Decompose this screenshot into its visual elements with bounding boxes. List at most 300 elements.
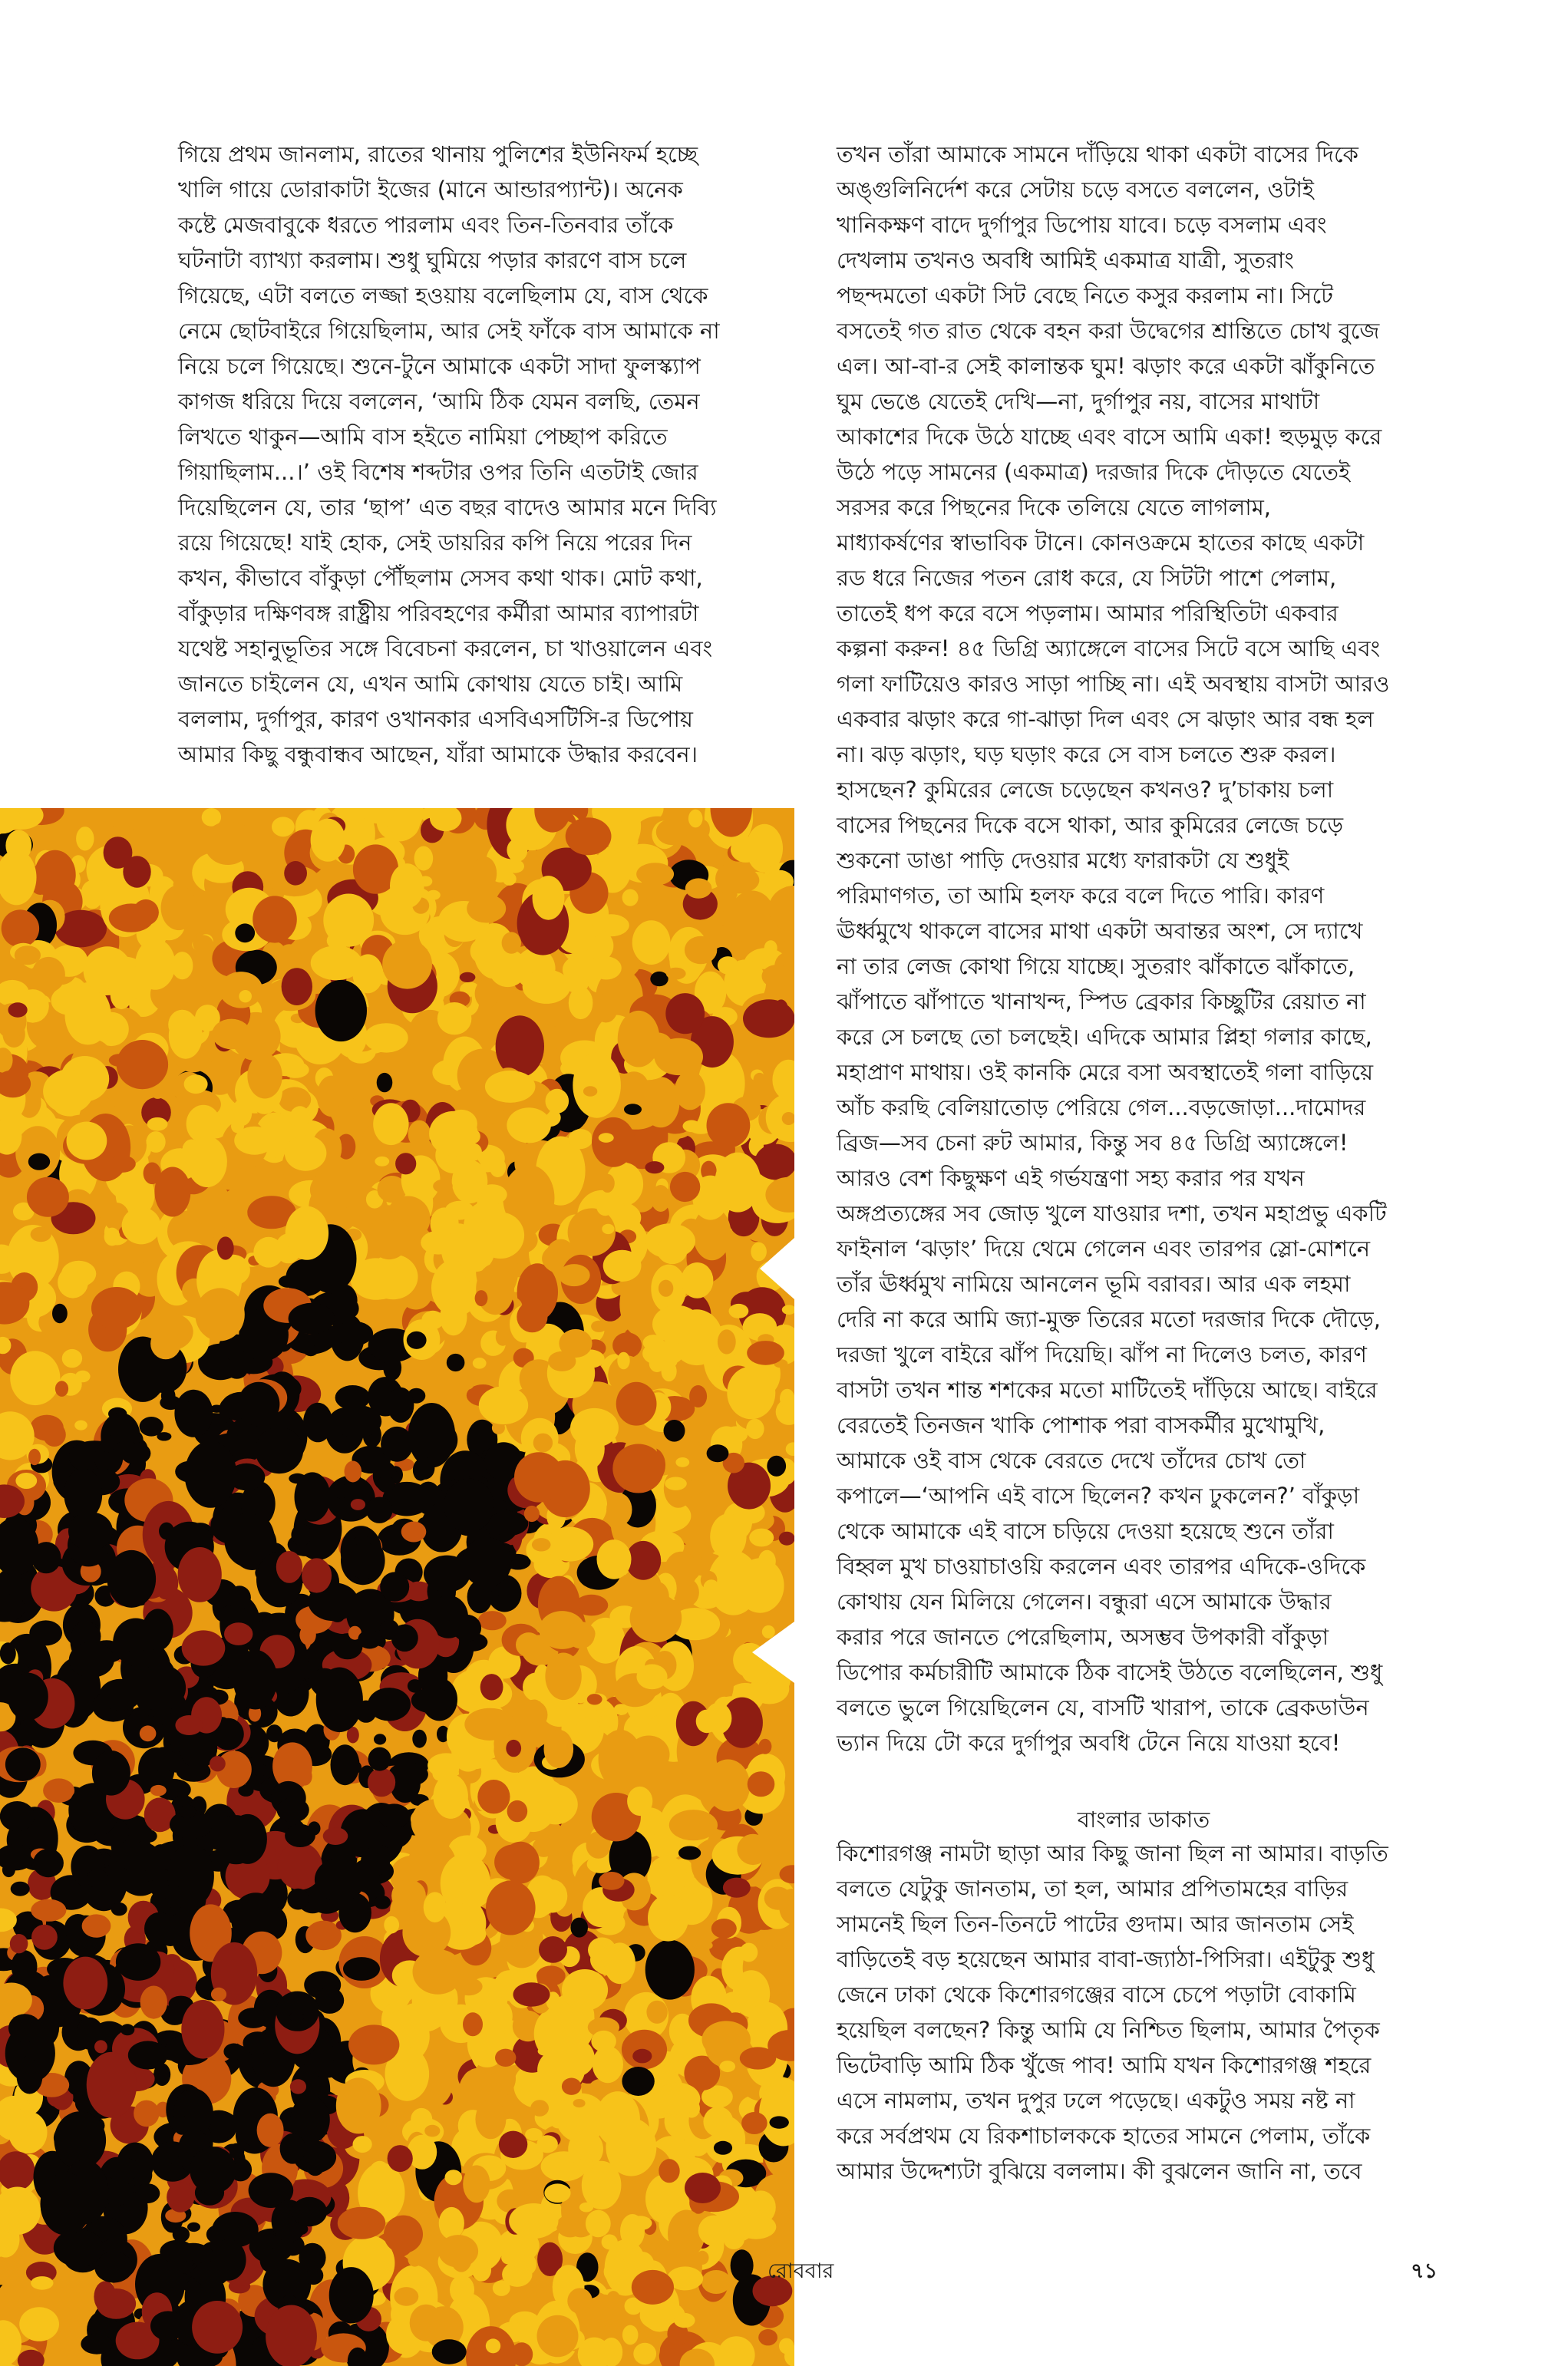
- paint-blot: [97, 2288, 137, 2319]
- paint-blot: [720, 2061, 735, 2072]
- paint-blot: [427, 890, 441, 900]
- text-line: সামনেই ছিল তিন-তিনটে পাটের গুদাম। আর জানতাম সেই: [837, 1911, 1354, 1937]
- paint-blot: [182, 1630, 226, 1665]
- paint-blot: [162, 2163, 176, 2180]
- text-line: তখন তাঁরা আমাকে সামনে দাঁড়িয়ে থাকা একটা বাসের দিকে: [837, 141, 1358, 167]
- paint-blot: [52, 1304, 68, 1323]
- paint-blot: [111, 1902, 127, 1916]
- text-line: কষ্টে মেজবাবুকে ধরতে পারলাম এবং তিন-তিনবার তাঁকে: [178, 212, 674, 238]
- paint-blot: [257, 2114, 284, 2147]
- paint-blot: [210, 1405, 223, 1413]
- paint-blot: [548, 1351, 576, 1371]
- paint-blot: [407, 1331, 427, 1349]
- paint-blot: [289, 2011, 304, 2021]
- paint-blot: [247, 1054, 282, 1099]
- paint-blot: [10, 1351, 60, 1405]
- text-line: পরিমাণগত, তা আমি হলফ করে বলে দিতে পারি। কারণ: [837, 883, 1325, 909]
- paint-blot: [496, 1015, 544, 1077]
- right-column: [837, 137, 1451, 1760]
- paint-blot: [81, 2334, 112, 2354]
- paint-blot: [5, 1747, 41, 1781]
- paint-blot: [361, 1846, 390, 1876]
- paint-blot: [622, 889, 639, 906]
- paint-blot: [128, 2041, 168, 2069]
- paint-blot: [475, 2100, 506, 2139]
- paint-blot: [558, 1264, 589, 1286]
- text-line: গিয়েছে, এটা বলতে লজ্জা হওয়ায় বলেছিলাম যে, বাস থেকে: [178, 282, 708, 309]
- paint-blot: [698, 2216, 730, 2246]
- paint-blot: [675, 1071, 705, 1110]
- paint-blot: [486, 1881, 536, 1935]
- paint-blot: [706, 1760, 750, 1812]
- paint-blot: [290, 1106, 310, 1127]
- paint-blot: [144, 1912, 174, 1945]
- paint-blot: [175, 1715, 203, 1735]
- paint-blot: [558, 2100, 571, 2110]
- paint-blot: [43, 1778, 74, 1803]
- paint-blot: [67, 1122, 107, 1160]
- paint-blot: [63, 1957, 107, 2010]
- paint-blot: [520, 2254, 536, 2275]
- paint-blot: [718, 956, 738, 975]
- paint-blot: [502, 1842, 540, 1884]
- paint-blot: [181, 2000, 224, 2059]
- paint-blot: [184, 1074, 208, 1094]
- paint-blot: [391, 1879, 426, 1912]
- paint-blot: [421, 1231, 456, 1255]
- paint-blot: [463, 2012, 483, 2036]
- paint-blot: [533, 1434, 553, 1453]
- paint-blot: [116, 1943, 160, 1981]
- paint-blot: [395, 1153, 416, 1174]
- paint-blot: [348, 2024, 399, 2064]
- paint-blot: [622, 2325, 639, 2345]
- paint-blot: [35, 850, 76, 900]
- paint-blot: [143, 1609, 173, 1650]
- text-line: ভিটেবাড়ি আমি ঠিক খুঁজে পাব! আমি যখন কিশোরগঞ্জ শহরে: [837, 2052, 1372, 2078]
- paint-blot: [472, 856, 497, 890]
- paint-blot: [408, 2252, 422, 2267]
- paint-blot: [437, 1002, 472, 1035]
- paint-blot: [82, 879, 110, 901]
- text-line: বেরতেই তিনজন খাকি পোশাক পরা বাসকর্মীর মুখোমুখি,: [837, 1412, 1325, 1438]
- paint-blot: [27, 1177, 69, 1217]
- paint-blot: [391, 1625, 418, 1652]
- paint-blot: [480, 1674, 503, 1700]
- paint-blot: [15, 1473, 37, 1489]
- paint-blot: [358, 1630, 381, 1649]
- paint-blot: [150, 1785, 167, 1796]
- paint-blot: [764, 940, 777, 955]
- paint-blot: [665, 1477, 687, 1490]
- paint-blot: [364, 1023, 408, 1052]
- text-line: কোথায় যেন মিলিয়ে গেলেন। বন্ধুরা এসে আমাকে উদ্ধার: [837, 1589, 1332, 1615]
- paint-blot: [620, 2214, 645, 2248]
- paint-blot: [51, 986, 87, 1015]
- paint-blot: [569, 987, 593, 1020]
- paint-blot: [496, 1945, 513, 1956]
- text-line: দেরি না করে আমি জ্যা-মুক্ত তিরের মতো দরজার দিকে দৌড়ে,: [837, 1306, 1381, 1332]
- paint-blot: [758, 1550, 776, 1572]
- paint-blot: [196, 1813, 214, 1827]
- paint-blot: [210, 1756, 226, 1771]
- text-line: অঙ্গুলিনির্দেশ করে সেটায় চড়ে বসতে বললেন, ওটাই: [837, 177, 1314, 203]
- paint-blot: [424, 1556, 470, 1592]
- text-line: মাধ্যাকর্ষণের স্বাভাবিক টানে। কোনওক্রমে হাতের কাছে একটা: [837, 530, 1365, 556]
- paint-blot: [15, 1126, 60, 1179]
- paint-blot: [212, 1019, 250, 1050]
- paint-blot: [779, 2338, 794, 2354]
- text-line: ফাইনাল ‘ঝড়াং’ দিয়ে থেমে গেলেন এবং তারপর স্লো-মোশনে: [837, 1236, 1371, 1262]
- paint-blot: [647, 1343, 667, 1356]
- paint-blot: [283, 2295, 296, 2305]
- text-line: কখন, কীভাবে বাঁকুড়া পৌঁছলাম সেসব কথা থাক। মোট কথা,: [178, 565, 703, 591]
- text-line: আমাকে ওই বাস থেকে বেরতে দেখে তাঁদের চোখ তো: [837, 1447, 1306, 1473]
- paint-blot: [659, 2159, 679, 2183]
- paint-blot: [256, 1621, 269, 1630]
- paint-blot: [647, 1856, 687, 1896]
- paint-blot: [617, 1352, 629, 1370]
- text-line: ঝাঁপাতে ঝাঁপাতে খানাখন্দ, স্পিড ব্রেকার কিচ্ছুটির রেয়াত না: [837, 988, 1366, 1015]
- paint-blot: [285, 1135, 327, 1170]
- paint-blot: [343, 1957, 380, 1981]
- paint-blot: [762, 965, 792, 988]
- text-line: তাঁর ঊর্ধ্বমুখ নামিয়ে আনলেন ভূমি বরাবর। আর এক লহমা: [837, 1271, 1351, 1297]
- text-line: খালি গায়ে ডোরাকাটা ইজের (মানে আন্ডারপ্যান্ট)। অনেক: [178, 177, 683, 203]
- paint-blot: [475, 1290, 488, 1306]
- paint-blot: [591, 956, 622, 979]
- paint-blot: [353, 2136, 372, 2153]
- paint-blot: [464, 1708, 515, 1741]
- text-line: বাসটা তখন শান্ত শশকের মতো মাটিতেই দাঁড়িয়ে আছে। বাইরে: [837, 1377, 1378, 1403]
- paint-blot: [378, 1803, 411, 1828]
- paint-blot: [599, 1872, 624, 1890]
- paint-blot: [338, 2207, 385, 2239]
- paint-blot: [381, 1210, 394, 1224]
- paint-blot: [19, 2307, 59, 2341]
- paint-blot: [101, 1435, 115, 1453]
- paint-blot: [160, 2240, 194, 2263]
- paint-blot: [502, 932, 521, 953]
- paint-blot: [506, 1740, 521, 1757]
- paint-blot: [327, 899, 349, 919]
- text-line: কল্পনা করুন! ৪৫ ডিগ্রি অ্যাঙ্গেলে বাসের সিটে বসে আছি এবং: [837, 635, 1381, 662]
- paint-blot: [729, 1304, 749, 1318]
- paint-blot: [380, 1572, 409, 1601]
- paint-blot: [378, 1476, 394, 1493]
- paint-blot: [525, 2128, 543, 2141]
- paint-blot: [187, 1137, 227, 1187]
- paint-blot: [424, 1892, 447, 1922]
- paint-blot: [432, 2339, 467, 2364]
- paint-blot: [604, 1942, 635, 1984]
- paint-blot: [377, 1073, 393, 1092]
- paint-blot: [312, 2059, 341, 2078]
- paint-blot: [597, 1539, 632, 1579]
- paint-blot: [579, 2203, 593, 2213]
- paint-blot: [223, 2044, 243, 2061]
- paint-blot: [748, 1771, 775, 1797]
- paint-blot: [632, 920, 671, 965]
- paint-blot: [599, 1133, 614, 1143]
- paint-blot: [727, 1367, 775, 1420]
- paint-blot: [217, 1236, 234, 1259]
- paint-blot: [545, 1653, 581, 1701]
- paint-blot: [166, 1886, 187, 1909]
- paint-blot: [645, 1940, 695, 2000]
- paint-blot: [506, 860, 524, 873]
- text-line: দরজা খুলে বাইরে ঝাঁপ দিয়েছি। ঝাঁপ না দিলেও চলত, কারণ: [837, 1341, 1367, 1368]
- paint-blot: [434, 1774, 468, 1819]
- paint-blot: [295, 1472, 331, 1521]
- paint-blot: [159, 1523, 174, 1540]
- paint-blot: [538, 2047, 552, 2055]
- paint-blot: [496, 1328, 510, 1345]
- paint-blot: [530, 2100, 549, 2117]
- text-line: করে সে চলছে তো চলছেই। এদিকে আমার প্লিহা গলার কাছে,: [837, 1024, 1372, 1050]
- paint-blot: [495, 2049, 516, 2067]
- paint-blot: [477, 1184, 507, 1204]
- text-line: গিয়াছিলাম...।’ ওই বিশেষ শব্দটার ওপর তিনি এতটাই জোর: [178, 459, 698, 485]
- paint-blot: [636, 1665, 667, 1690]
- paint-blot: [140, 1725, 157, 1741]
- text-line: কাগজ ধরিয়ে দিয়ে বললেন, ‘আমি ঠিক যেমন বলছি, তেমন: [178, 388, 700, 414]
- magazine-name: রোববার: [767, 2259, 834, 2283]
- paint-blot: [619, 820, 632, 837]
- paint-blot: [685, 878, 712, 898]
- paint-blot: [624, 1104, 642, 1115]
- paint-blot: [315, 1858, 365, 1902]
- paint-blot: [373, 1103, 408, 1145]
- text-line: ডিপোর কর্মচারীটি আমাকে ঠিক বাসেই উঠতে বলেছিলেন, শুধু: [837, 1659, 1383, 1685]
- paint-blot: [408, 1120, 431, 1148]
- paint-blot: [424, 2125, 440, 2137]
- text-line: ভ্যান দিয়ে টো করে দুর্গাপুর অবধি টেনে নিয়ে যাওয়া হবে!: [837, 1730, 1341, 1756]
- paint-blot: [292, 2197, 327, 2226]
- paint-blot: [297, 900, 311, 909]
- text-line: নিয়ে চলে গিয়েছে। শুনে-টুনে আমাকে একটা সাদা ফুলস্ক্যাপ: [178, 353, 701, 379]
- text-line: পছন্দমতো একটা সিট বেছে নিতে কসুর করলাম না। সিটে: [837, 282, 1333, 309]
- text-line: খানিকক্ষণ বাদে দুর্গাপুর ডিপোয় যাবে। চড়ে বসলাম এবং: [837, 212, 1327, 238]
- paint-blot: [754, 1073, 766, 1087]
- paint-blot: [223, 1338, 244, 1360]
- paint-blot: [76, 827, 94, 850]
- paint-blot: [664, 1420, 685, 1442]
- paint-blot: [711, 1919, 737, 1939]
- paint-blot: [214, 1815, 258, 1864]
- paint-blot: [229, 2143, 245, 2160]
- paint-blot: [764, 1887, 791, 1910]
- paint-blot: [635, 1314, 649, 1324]
- paint-blot: [239, 990, 252, 1002]
- paint-blot: [579, 2156, 594, 2173]
- paint-blot: [123, 856, 150, 887]
- paint-blot: [570, 1408, 619, 1447]
- paint-blot: [28, 1449, 41, 1465]
- paint-blot: [731, 1475, 749, 1490]
- paint-blot: [204, 822, 251, 865]
- paint-blot: [570, 1918, 588, 1938]
- section-heading: বাংলার ডাকাত: [1077, 1807, 1210, 1833]
- paint-blot: [11, 1882, 30, 1896]
- paint-blot: [696, 1710, 718, 1734]
- text-line: সরসর করে পিছনের দিকে তলিয়ে যেতে লাগলাম,: [837, 494, 1272, 520]
- paint-blot: [291, 1524, 312, 1546]
- text-line: রয়ে গিয়েছে! যাই হোক, সেই ডায়রির কপি নিয়ে পরের দিন: [178, 530, 692, 556]
- paint-blot: [444, 1479, 494, 1533]
- paint-blot: [94, 2040, 107, 2053]
- paint-blot: [122, 1207, 161, 1244]
- paint-blot: [229, 1170, 250, 1191]
- paint-blot: [594, 994, 618, 1023]
- paint-blot: [173, 2226, 190, 2242]
- paint-blot: [770, 2116, 789, 2128]
- paint-blot: [86, 1869, 108, 1888]
- paint-blot: [302, 1558, 332, 1592]
- text-line: না। ঝড় ঝড়াং, ঘড় ঘড়াং করে সে বাস চলতে শুরু করল।: [837, 741, 1336, 767]
- paint-blot: [533, 876, 565, 920]
- paint-blot: [490, 2001, 513, 2031]
- text-line: শুকনো ডাঙা পাড়ি দেওয়ার মধ্যে ফারাকটা যে শুধুই: [837, 847, 1289, 873]
- paint-blot: [488, 1511, 528, 1536]
- paint-blot: [330, 1284, 358, 1316]
- paint-blot: [8, 1578, 28, 1602]
- paint-blot: [562, 2078, 581, 2095]
- text-line: আমার কিছু বন্ধুবান্ধব আছেন, যাঁরা আমাকে উদ্ধার করবেন।: [178, 741, 698, 767]
- paint-blot: [32, 957, 65, 992]
- paint-blot: [614, 1704, 629, 1715]
- paint-blot: [311, 819, 345, 862]
- paint-blot: [463, 2165, 490, 2203]
- paint-blot: [316, 1668, 363, 1733]
- paint-blot: [460, 972, 476, 982]
- paint-blot: [125, 1649, 149, 1667]
- paint-blot: [602, 2234, 618, 2249]
- paint-blot: [185, 1440, 237, 1507]
- text-line: অঙ্গপ্রত্যঙ্গের সব জোড় খুলে যাওয়ার দশা, তখন মহাপ্রভু একটি: [837, 1200, 1387, 1226]
- paint-blot: [602, 1224, 614, 1234]
- paint-blot: [457, 1879, 490, 1907]
- paint-blot: [737, 1834, 768, 1865]
- paint-blot: [646, 1582, 669, 1612]
- paint-blot: [29, 1620, 62, 1645]
- paint-blot: [117, 1040, 168, 1089]
- paint-blot: [10, 1934, 28, 1953]
- paint-blot: [107, 1550, 157, 1608]
- paint-blot: [683, 1120, 701, 1133]
- paint-blot: [331, 1744, 360, 1785]
- paint-blot: [358, 1813, 373, 1825]
- paint-blot: [710, 1513, 746, 1559]
- paint-blot: [347, 1543, 381, 1579]
- paint-blot: [375, 1157, 389, 1167]
- text-line: বলতে যেটুকু জানতাম, তা হল, আমার প্রপিতামহের বাড়ির: [837, 1876, 1348, 1902]
- paint-blot: [193, 935, 213, 952]
- paint-blot: [666, 968, 686, 980]
- paint-blot: [600, 2338, 622, 2366]
- paint-blot: [600, 1174, 615, 1193]
- paint-blot: [746, 1419, 764, 1439]
- paint-blot: [751, 1242, 767, 1262]
- text-line: কপালে—‘আপনি এই বাসে ছিলেন? কখন ঢুকলেন?’ বাঁকুড়া: [837, 1483, 1360, 1509]
- paint-blot: [414, 846, 434, 871]
- paint-blot: [388, 2145, 413, 2172]
- text-line: আরও বেশ কিছুক্ষণ এই গর্ভযন্ত্রণা সহ্য করার পর যখন: [837, 1165, 1305, 1191]
- paint-blot: [675, 1457, 689, 1467]
- paint-blot: [762, 1625, 775, 1638]
- paint-blot: [740, 1943, 758, 1962]
- text-line: তাতেই ধপ করে বসে পড়লাম। আমার পরিস্থিতিটা একবার: [837, 600, 1339, 626]
- paint-blot: [731, 2249, 754, 2281]
- text-line: হয়েছিল বলছেন? কিন্তু আমি যে নিশ্চিত ছিলাম, আমার পৈতৃক: [837, 2017, 1380, 2043]
- paint-blot: [587, 1694, 602, 1704]
- paint-blot: [2, 909, 39, 947]
- paint-blot: [64, 1468, 102, 1520]
- paint-blot: [411, 1688, 453, 1713]
- paint-blot: [536, 1965, 566, 1985]
- text-line: থেকে আমাকে এই বাসে চড়িয়ে দেওয়া হয়েছে শুনে তাঁরা: [837, 1518, 1334, 1544]
- paint-blot: [455, 1089, 470, 1102]
- paint-blot: [253, 896, 297, 942]
- paint-blot: [678, 1846, 701, 1860]
- text-line: একবার ঝড়াং করে গা-ঝাড়া দিল এবং সে ঝড়াং আর বন্ধ হল: [837, 706, 1374, 732]
- paint-blot: [485, 1071, 536, 1103]
- paint-blot: [659, 1280, 673, 1297]
- paint-blot: [513, 1982, 550, 2006]
- paint-blot: [211, 1988, 226, 2001]
- paint-blot: [779, 1532, 794, 1546]
- paint-blot: [641, 876, 662, 900]
- paint-blot: [87, 2052, 137, 2118]
- text-line: ব্রিজ—সব চেনা রুট আমার, কিন্তু সব ৪৫ ডিগ্রি অ্যাঙ্গেলে!: [837, 1130, 1348, 1156]
- paint-blot: [670, 1172, 700, 1202]
- paint-blot: [576, 1718, 600, 1737]
- paint-blot: [681, 1262, 713, 1298]
- paint-blot: [467, 894, 506, 922]
- paint-blot: [517, 1302, 547, 1333]
- paint-blot: [256, 1427, 304, 1474]
- paint-blot: [374, 1896, 391, 1909]
- text-line: বসতেই গত রাত থেকে বহন করা উদ্বেগের শ্রান্তিতে চোখ বুজে: [837, 318, 1380, 344]
- paint-blot: [606, 2291, 620, 2307]
- paint-blot: [556, 2215, 584, 2238]
- paint-blot: [109, 1155, 135, 1173]
- paint-blot: [31, 1227, 51, 1242]
- text-line: বিহ্বল মুখ চাওয়াচাওয়ি করলেন এবং তারপর এদিকে-ওদিকে: [837, 1553, 1366, 1579]
- paint-blot: [539, 1936, 567, 1963]
- paint-blot: [743, 999, 794, 1038]
- text-line: আকাশের দিকে উঠে যাচ্ছে এবং বাসে আমি একা! হুড়মুড় করে: [837, 424, 1382, 450]
- paint-blot: [523, 969, 570, 1004]
- paint-blot: [368, 1768, 395, 1797]
- paint-blot: [408, 1403, 455, 1467]
- paint-blot: [276, 1551, 302, 1583]
- paint-blot: [486, 2338, 500, 2353]
- paint-blot: [503, 873, 517, 886]
- paint-blot: [43, 1423, 66, 1447]
- paint-blot: [75, 1371, 91, 1382]
- paint-blot: [604, 2259, 633, 2285]
- paint-blot: [147, 1117, 168, 1131]
- paint-blot: [150, 2311, 186, 2341]
- paint-blot: [633, 2343, 656, 2364]
- paint-blot: [532, 1538, 551, 1551]
- paint-blot: [190, 2147, 236, 2194]
- text-line: জেনে ঢাকা থেকে কিশোরগঞ্জের বাসে চেপে পড়াটা বোকামি: [837, 1982, 1356, 2008]
- paint-blot: [55, 1381, 68, 1397]
- paint-blot: [345, 1461, 362, 1483]
- text-line: ঊর্ধ্বমুখে থাকলে বাসের মাথা একটা অবান্তর অংশ, সে দ্যাখে: [837, 918, 1363, 944]
